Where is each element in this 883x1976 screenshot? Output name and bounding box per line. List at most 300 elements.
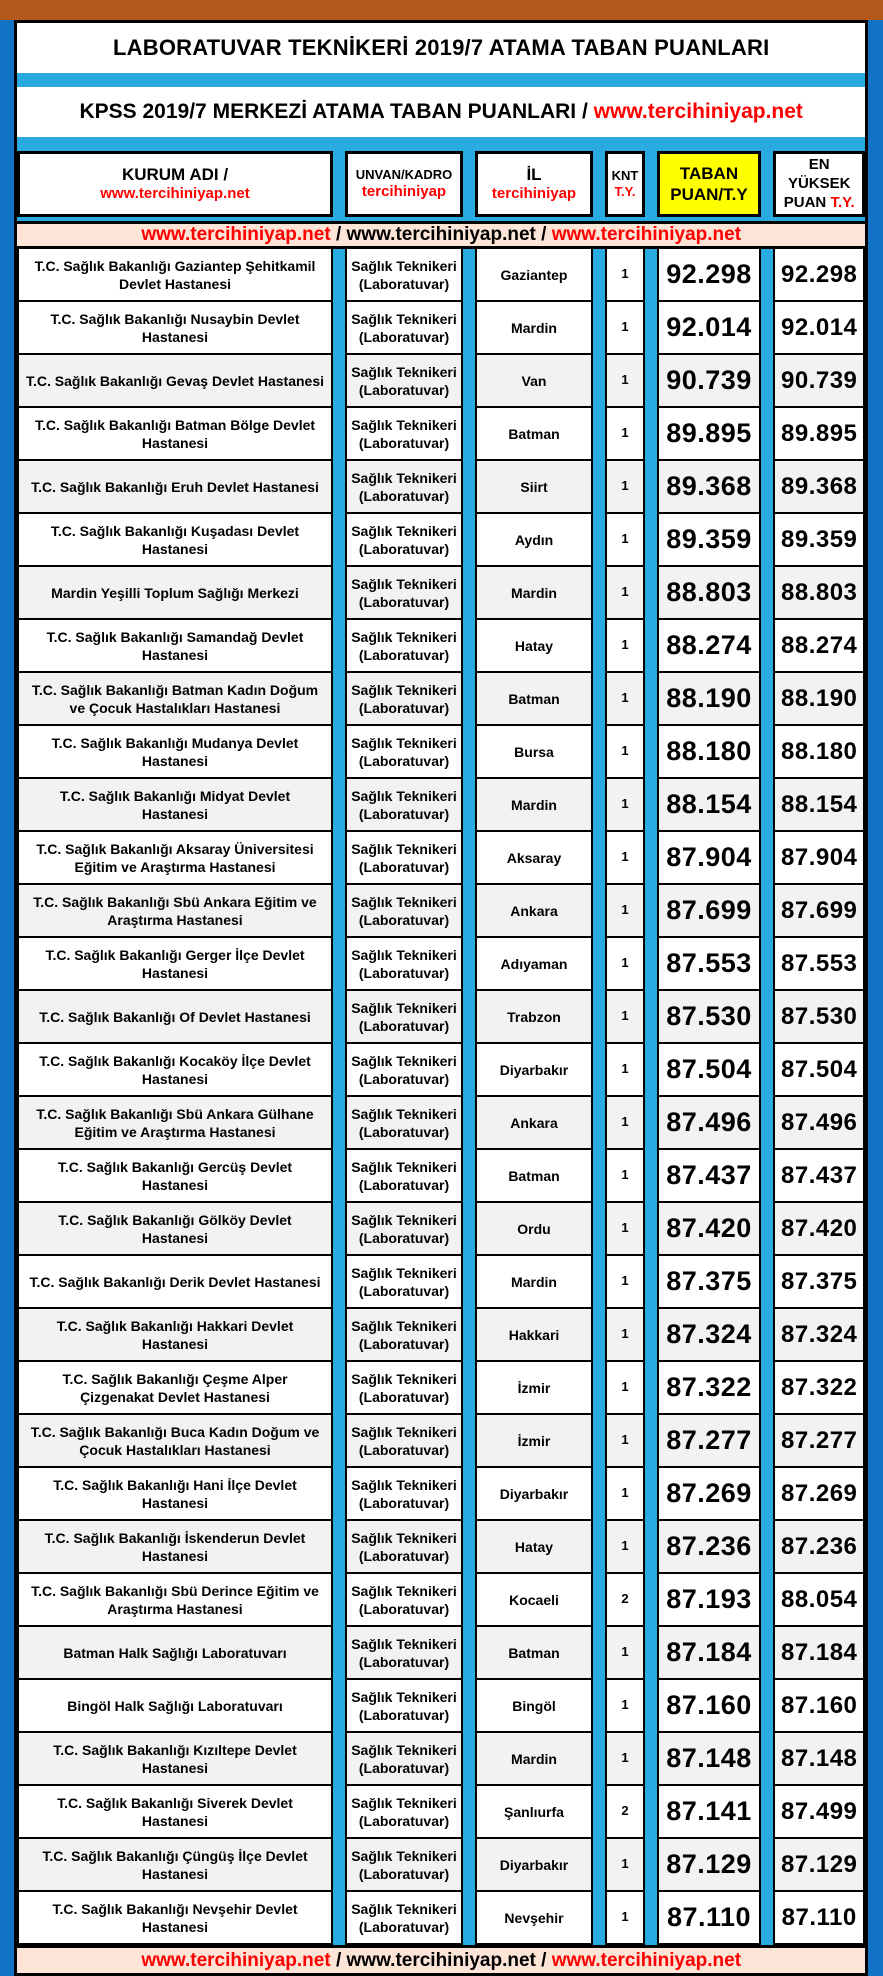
- province-cell: [475, 1892, 593, 1945]
- table-row: [17, 461, 865, 514]
- province-name: Trabzon: [507, 1008, 561, 1025]
- title-cadre-line1: Sağlık Teknikeri: [351, 1847, 457, 1864]
- base-score-cell: [657, 726, 761, 779]
- title-cadre-cell: [345, 1680, 463, 1733]
- institution-cell: [17, 249, 333, 302]
- title-cadre-cell: [345, 673, 463, 726]
- col-header-il-watermark: tercihiniyap: [491, 185, 577, 203]
- max-score-value: 87.437: [781, 1162, 858, 1190]
- table-row: [17, 620, 865, 673]
- title-cadre-cell: [345, 620, 463, 673]
- max-score-cell: [773, 1415, 865, 1468]
- title-cadre-cell: [345, 461, 463, 514]
- institution-name: Mardin Yeşilli Toplum Sağlığı Merkezi: [51, 584, 299, 601]
- title-cadre-line1: Sağlık Teknikeri: [351, 1794, 457, 1811]
- max-score-value: 87.277: [781, 1427, 858, 1455]
- province-name: Bursa: [514, 743, 554, 760]
- max-score-cell: [773, 1574, 865, 1627]
- quota-cell: [605, 673, 645, 726]
- province-name: Bingöl: [512, 1697, 556, 1714]
- quota-value: 1: [621, 266, 629, 282]
- table-row: [17, 832, 865, 885]
- table-row: [17, 1733, 865, 1786]
- title-cadre-cell: [345, 355, 463, 408]
- title-cadre-line1: Sağlık Teknikeri: [351, 1052, 457, 1069]
- province-cell: [475, 302, 593, 355]
- right-accent-bar: [868, 20, 883, 1976]
- province-name: Mardin: [511, 796, 557, 813]
- title-cadre-line1: Sağlık Teknikeri: [351, 1688, 457, 1705]
- table-row: [17, 1574, 865, 1627]
- institution-name: T.C. Sağlık Bakanlığı Mudanya Devlet Hastanesi: [51, 734, 299, 769]
- max-score-value: 87.129: [781, 1851, 858, 1879]
- institution-cell: [17, 302, 333, 355]
- max-score-cell: [773, 1786, 865, 1839]
- title-cadre-line2: (Laboratuvar): [358, 1865, 450, 1882]
- institution-name: T.C. Sağlık Bakanlığı Buca Kadın Doğum ve Çocuk Hastalıkları Hastanesi: [30, 1423, 320, 1458]
- max-score-value: 88.274: [781, 632, 858, 660]
- title-cadre-cell: [345, 1309, 463, 1362]
- max-score-cell: [773, 1521, 865, 1574]
- base-score-cell: [657, 567, 761, 620]
- institution-name: T.C. Sağlık Bakanlığı Sbü Ankara Eğitim ve Araştırma Hastanesi: [33, 893, 317, 928]
- institution-cell: [17, 1256, 333, 1309]
- subtitle-text: KPSS 2019/7 MERKEZİ ATAMA TABAN PUANLARI /: [79, 100, 594, 123]
- max-score-cell: [773, 1044, 865, 1097]
- watermark-separator: /: [535, 1949, 552, 1971]
- col-header-kurum: [17, 151, 333, 217]
- title-cadre-line2: (Laboratuvar): [358, 911, 450, 928]
- province-name: Kocaeli: [509, 1591, 559, 1608]
- base-score-value: 89.368: [666, 471, 752, 502]
- title-cadre-cell: [345, 249, 463, 302]
- max-score-value: 89.368: [781, 473, 858, 501]
- title-cadre-line1: Sağlık Teknikeri: [351, 469, 457, 486]
- max-score-value: 87.530: [781, 1003, 858, 1031]
- title-cadre-line1: Sağlık Teknikeri: [351, 1370, 457, 1387]
- quota-value: 1: [621, 955, 629, 971]
- title-cadre-line1: Sağlık Teknikeri: [351, 1529, 457, 1546]
- base-score-value: 87.148: [666, 1743, 752, 1774]
- max-score-value: 87.699: [781, 897, 858, 925]
- province-cell: [475, 1521, 593, 1574]
- institution-cell: [17, 355, 333, 408]
- quota-cell: [605, 1468, 645, 1521]
- quota-value: 1: [621, 1273, 629, 1289]
- watermark-url: www.tercihiniyap.net: [141, 224, 331, 246]
- table-row: [17, 938, 865, 991]
- quota-cell: [605, 1150, 645, 1203]
- title-cadre-line1: Sağlık Teknikeri: [351, 946, 457, 963]
- max-score-value: 89.359: [781, 526, 858, 554]
- quota-value: 1: [621, 1538, 629, 1554]
- page-title-text: LABORATUVAR TEKNİKERİ 2019/7 ATAMA TABAN PUANLARI: [113, 35, 770, 60]
- base-score-cell: [657, 1309, 761, 1362]
- table-row: [17, 1521, 865, 1574]
- table-row: [17, 567, 865, 620]
- institution-cell: [17, 620, 333, 673]
- quota-cell: [605, 1044, 645, 1097]
- watermark-separator: /: [535, 224, 552, 246]
- title-cadre-line1: Sağlık Teknikeri: [351, 787, 457, 804]
- province-cell: [475, 1627, 593, 1680]
- base-score-cell: [657, 1256, 761, 1309]
- title-cadre-line1: Sağlık Teknikeri: [351, 1264, 457, 1281]
- base-score-value: 87.375: [666, 1266, 752, 1297]
- province-cell: [475, 1044, 593, 1097]
- title-cadre-cell: [345, 1839, 463, 1892]
- quota-cell: [605, 779, 645, 832]
- max-score-cell: [773, 1839, 865, 1892]
- province-name: Hakkari: [508, 1326, 560, 1343]
- title-cadre-line2: (Laboratuvar): [358, 1706, 450, 1723]
- province-name: Aydın: [514, 531, 554, 548]
- table-row: [17, 1468, 865, 1521]
- max-score-value: 89.895: [781, 420, 858, 448]
- quota-cell: [605, 1574, 645, 1627]
- title-cadre-line2: (Laboratuvar): [358, 487, 450, 504]
- institution-cell: [17, 1150, 333, 1203]
- watermark-url: www.tercihiniyap.net: [141, 1949, 331, 1971]
- title-cadre-cell: [345, 832, 463, 885]
- title-cadre-cell: [345, 1256, 463, 1309]
- col-header-taban-label: TABAN: [679, 163, 739, 183]
- col-header-knt-label: KNT: [611, 167, 639, 183]
- title-cadre-line2: (Laboratuvar): [358, 1070, 450, 1087]
- max-score-cell: [773, 832, 865, 885]
- base-score-cell: [657, 514, 761, 567]
- quota-cell: [605, 1627, 645, 1680]
- institution-cell: [17, 938, 333, 991]
- base-score-value: 88.803: [666, 577, 752, 608]
- title-cadre-line2: (Laboratuvar): [358, 381, 450, 398]
- institution-cell: [17, 408, 333, 461]
- base-score-value: 89.359: [666, 524, 752, 555]
- max-score-value: 87.148: [781, 1745, 858, 1773]
- base-score-cell: [657, 355, 761, 408]
- institution-cell: [17, 1574, 333, 1627]
- table-row: [17, 726, 865, 779]
- title-cadre-line2: (Laboratuvar): [358, 1441, 450, 1458]
- base-score-cell: [657, 302, 761, 355]
- institution-name: T.C. Sağlık Bakanlığı Derik Devlet Hastanesi: [29, 1273, 321, 1290]
- province-cell: [475, 514, 593, 567]
- title-cadre-line1: Sağlık Teknikeri: [351, 1900, 457, 1917]
- col-header-yuksek: [773, 151, 865, 217]
- title-cadre-cell: [345, 1468, 463, 1521]
- col-header-kurum-label: KURUM ADI /: [121, 165, 229, 185]
- page-subtitle: [17, 87, 865, 137]
- institution-name: T.C. Sağlık Bakanlığı Gaziantep Şehitkamil Devlet Hastanesi: [34, 257, 316, 292]
- title-cadre-line1: Sağlık Teknikeri: [351, 575, 457, 592]
- title-cadre-cell: [345, 1044, 463, 1097]
- province-cell: [475, 1150, 593, 1203]
- max-score-cell: [773, 1680, 865, 1733]
- base-score-cell: [657, 1574, 761, 1627]
- table-header-row: [17, 151, 865, 217]
- quota-cell: [605, 1415, 645, 1468]
- base-score-value: 87.504: [666, 1054, 752, 1085]
- quota-cell: [605, 1733, 645, 1786]
- base-score-cell: [657, 461, 761, 514]
- institution-name: T.C. Sağlık Bakanlığı Kuşadası Devlet Hastanesi: [50, 522, 300, 557]
- base-score-value: 87.496: [666, 1107, 752, 1138]
- table-row: [17, 991, 865, 1044]
- institution-name: T.C. Sağlık Bakanlığı Sbü Ankara Gülhane Eğitim ve Araştırma Hastanesi: [36, 1105, 314, 1140]
- page-title: [17, 23, 865, 73]
- table-row: [17, 408, 865, 461]
- base-score-value: 87.277: [666, 1425, 752, 1456]
- institution-cell: [17, 1892, 333, 1945]
- title-cadre-cell: [345, 408, 463, 461]
- quota-value: 1: [621, 1114, 629, 1130]
- province-name: Hatay: [514, 637, 554, 654]
- max-score-cell: [773, 1627, 865, 1680]
- province-cell: [475, 1786, 593, 1839]
- table-row: [17, 1892, 865, 1945]
- col-header-unvan: [345, 151, 463, 217]
- title-cadre-line1: Sağlık Teknikeri: [351, 893, 457, 910]
- title-cadre-line2: (Laboratuvar): [358, 540, 450, 557]
- quota-cell: [605, 1839, 645, 1892]
- quota-cell: [605, 1309, 645, 1362]
- title-cadre-cell: [345, 1627, 463, 1680]
- subtitle-url: www.tercihiniyap.net: [593, 100, 803, 123]
- max-score-cell: [773, 302, 865, 355]
- quota-value: 1: [621, 1432, 629, 1448]
- province-name: Nevşehir: [504, 1909, 564, 1926]
- table-content: [14, 20, 868, 1976]
- base-score-cell: [657, 1362, 761, 1415]
- institution-name: T.C. Sağlık Bakanlığı Çeşme Alper Çizgenakat Devlet Hastanesi: [62, 1370, 288, 1405]
- quota-value: 1: [621, 531, 629, 547]
- title-cadre-line2: (Laboratuvar): [358, 593, 450, 610]
- province-cell: [475, 461, 593, 514]
- base-score-value: 88.154: [666, 789, 752, 820]
- quota-value: 1: [621, 637, 629, 653]
- institution-name: T.C. Sağlık Bakanlığı Gevaş Devlet Hastanesi: [25, 372, 325, 389]
- institution-name: T.C. Sağlık Bakanlığı Eruh Devlet Hastanesi: [31, 478, 319, 495]
- max-score-value: 87.553: [781, 950, 858, 978]
- quota-cell: [605, 1786, 645, 1839]
- base-score-value: 89.895: [666, 418, 752, 449]
- institution-name: T.C. Sağlık Bakanlığı Kocaköy İlçe Devlet Hastanesi: [39, 1052, 311, 1087]
- title-cadre-line1: Sağlık Teknikeri: [351, 257, 457, 274]
- title-cadre-line1: Sağlık Teknikeri: [351, 416, 457, 433]
- title-cadre-line2: (Laboratuvar): [358, 1388, 450, 1405]
- quota-cell: [605, 938, 645, 991]
- max-score-cell: [773, 726, 865, 779]
- title-cadre-line1: Sağlık Teknikeri: [351, 628, 457, 645]
- max-score-cell: [773, 1256, 865, 1309]
- watermark-bar-bottom: [17, 1945, 865, 1973]
- max-score-value: 87.184: [781, 1639, 858, 1667]
- col-header-kurum-watermark: www.tercihiniyap.net: [100, 185, 250, 203]
- title-cadre-cell: [345, 1415, 463, 1468]
- quota-value: 1: [621, 690, 629, 706]
- institution-name: T.C. Sağlık Bakanlığı Of Devlet Hastanesi: [39, 1008, 311, 1025]
- title-cadre-line1: Sağlık Teknikeri: [351, 681, 457, 698]
- institution-cell: [17, 567, 333, 620]
- title-cadre-line1: Sağlık Teknikeri: [351, 1476, 457, 1493]
- title-cadre-line2: (Laboratuvar): [358, 328, 450, 345]
- quota-value: 1: [621, 902, 629, 918]
- max-score-cell: [773, 673, 865, 726]
- institution-cell: [17, 1521, 333, 1574]
- table-row: [17, 885, 865, 938]
- institution-cell: [17, 1468, 333, 1521]
- title-cadre-line2: (Laboratuvar): [358, 1335, 450, 1352]
- province-cell: [475, 355, 593, 408]
- province-name: Aksaray: [506, 849, 562, 866]
- cyan-divider: [17, 73, 865, 87]
- province-cell: [475, 673, 593, 726]
- province-cell: [475, 620, 593, 673]
- base-score-cell: [657, 1839, 761, 1892]
- col-header-taban: [657, 151, 761, 217]
- province-cell: [475, 991, 593, 1044]
- institution-cell: [17, 461, 333, 514]
- col-header-yuksek-sub: [784, 194, 855, 213]
- province-name: İzmir: [517, 1432, 551, 1449]
- province-cell: [475, 779, 593, 832]
- base-score-value: 87.420: [666, 1213, 752, 1244]
- base-score-cell: [657, 1044, 761, 1097]
- title-cadre-cell: [345, 302, 463, 355]
- province-cell: [475, 1574, 593, 1627]
- title-cadre-line1: Sağlık Teknikeri: [351, 840, 457, 857]
- quota-value: 1: [621, 1167, 629, 1183]
- base-score-value: 88.180: [666, 736, 752, 767]
- left-accent-bar: [0, 20, 14, 1976]
- province-name: Batman: [508, 690, 560, 707]
- province-name: Van: [521, 372, 547, 389]
- max-score-value: 87.496: [781, 1109, 858, 1137]
- table-row: [17, 1680, 865, 1733]
- quota-value: 1: [621, 1061, 629, 1077]
- watermark-url: www.tercihiniyap.net: [551, 1949, 742, 1971]
- province-cell: [475, 1097, 593, 1150]
- base-score-cell: [657, 1203, 761, 1256]
- table-body: [17, 249, 865, 1945]
- quota-value: 1: [621, 1220, 629, 1236]
- quota-cell: [605, 1521, 645, 1574]
- institution-cell: [17, 1097, 333, 1150]
- title-cadre-line1: Sağlık Teknikeri: [351, 1635, 457, 1652]
- quota-value: 1: [621, 849, 629, 865]
- institution-cell: [17, 514, 333, 567]
- province-name: Batman: [508, 1644, 560, 1661]
- base-score-value: 87.904: [666, 842, 752, 873]
- table-row: [17, 1097, 865, 1150]
- base-score-cell: [657, 1627, 761, 1680]
- title-cadre-cell: [345, 1362, 463, 1415]
- institution-name: T.C. Sağlık Bakanlığı Gölköy Devlet Hastanesi: [58, 1211, 292, 1246]
- institution-cell: [17, 832, 333, 885]
- title-cadre-line1: Sağlık Teknikeri: [351, 1211, 457, 1228]
- institution-name: T.C. Sağlık Bakanlığı Siverek Devlet Hastanesi: [57, 1794, 293, 1829]
- province-name: Siirt: [520, 478, 548, 495]
- quota-value: 1: [621, 1008, 629, 1024]
- institution-name: T.C. Sağlık Bakanlığı Samandağ Devlet Hastanesi: [46, 628, 304, 663]
- base-score-cell: [657, 1521, 761, 1574]
- base-score-cell: [657, 249, 761, 302]
- title-cadre-line2: (Laboratuvar): [358, 1918, 450, 1935]
- table-row: [17, 249, 865, 302]
- province-name: Ordu: [517, 1220, 551, 1237]
- base-score-value: 87.324: [666, 1319, 752, 1350]
- max-score-value: 92.014: [781, 314, 858, 342]
- province-name: Ankara: [510, 902, 558, 919]
- table-row: [17, 514, 865, 567]
- quota-value: 1: [621, 1697, 629, 1713]
- title-cadre-line1: Sağlık Teknikeri: [351, 1423, 457, 1440]
- title-cadre-line1: Sağlık Teknikeri: [351, 522, 457, 539]
- province-cell: [475, 1839, 593, 1892]
- max-score-value: 87.110: [781, 1904, 857, 1932]
- base-score-cell: [657, 1892, 761, 1945]
- base-score-cell: [657, 938, 761, 991]
- base-score-cell: [657, 620, 761, 673]
- title-cadre-line2: (Laboratuvar): [358, 1759, 450, 1776]
- col-header-unvan-watermark: tercihiniyap: [361, 182, 447, 200]
- title-cadre-line2: (Laboratuvar): [358, 858, 450, 875]
- title-cadre-line2: (Laboratuvar): [358, 752, 450, 769]
- base-score-value: 92.298: [666, 259, 752, 290]
- watermark-separator: /: [330, 224, 347, 246]
- title-cadre-line2: (Laboratuvar): [358, 1547, 450, 1564]
- institution-name: T.C. Sağlık Bakanlığı Nusaybin Devlet Hastanesi: [50, 310, 300, 345]
- institution-cell: [17, 1786, 333, 1839]
- max-score-cell: [773, 1468, 865, 1521]
- quota-cell: [605, 249, 645, 302]
- province-name: Mardin: [511, 1273, 557, 1290]
- quota-value: 1: [621, 372, 629, 388]
- province-name: Batman: [508, 1167, 560, 1184]
- col-header-knt-sub: T.Y.: [614, 184, 636, 200]
- base-score-value: 87.184: [666, 1637, 752, 1668]
- table-row: [17, 1203, 865, 1256]
- institution-name: Batman Halk Sağlığı Laboratuvarı: [63, 1644, 287, 1661]
- institution-cell: [17, 1203, 333, 1256]
- base-score-cell: [657, 673, 761, 726]
- max-score-cell: [773, 620, 865, 673]
- table-row: [17, 1256, 865, 1309]
- institution-cell: [17, 726, 333, 779]
- quota-cell: [605, 885, 645, 938]
- table-row: [17, 1415, 865, 1468]
- max-score-value: 90.739: [781, 367, 858, 395]
- quota-value: 1: [621, 796, 629, 812]
- col-header-il: [475, 151, 593, 217]
- province-name: Diyarbakır: [499, 1485, 569, 1502]
- institution-cell: [17, 673, 333, 726]
- quota-value: 2: [621, 1591, 629, 1607]
- max-score-cell: [773, 461, 865, 514]
- title-cadre-line1: Sağlık Teknikeri: [351, 310, 457, 327]
- title-cadre-line2: (Laboratuvar): [358, 1812, 450, 1829]
- base-score-value: 87.129: [666, 1849, 752, 1880]
- cyan-divider: [17, 137, 865, 151]
- province-cell: [475, 1680, 593, 1733]
- province-cell: [475, 1203, 593, 1256]
- province-cell: [475, 1256, 593, 1309]
- title-cadre-cell: [345, 938, 463, 991]
- province-name: Gaziantep: [500, 266, 568, 283]
- title-cadre-cell: [345, 779, 463, 832]
- institution-name: T.C. Sağlık Bakanlığı Sbü Derince Eğitim ve Araştırma Hastanesi: [31, 1582, 319, 1617]
- quota-cell: [605, 514, 645, 567]
